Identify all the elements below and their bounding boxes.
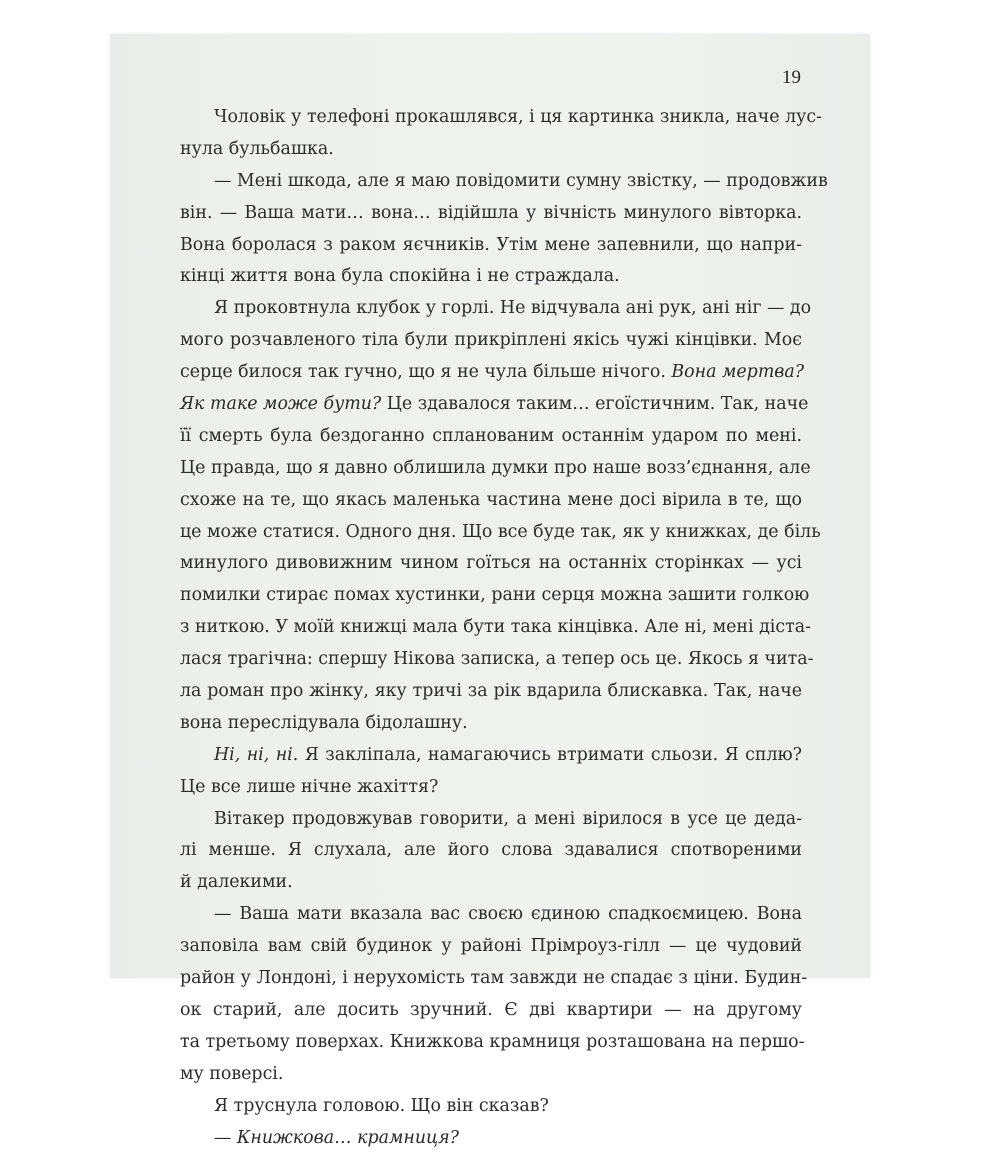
text-line [180,325,802,357]
line-text: й далекими. [180,872,293,892]
text-line [180,644,802,676]
text-line [180,421,802,453]
line-text: Я труснула головою. Що він сказав? [214,1096,549,1116]
text-line [180,485,802,517]
text-line [180,230,802,262]
text-line [180,1059,802,1091]
book-page [110,34,870,978]
line-text: заповіла вам свій будинок у районі Прімроуз-гілл — це чудовий [180,936,802,956]
text-line [180,867,802,899]
text-line [180,708,802,740]
text-line [180,612,802,644]
text-line [180,134,802,166]
text-line [180,198,802,230]
text-line [180,357,802,389]
line-text: ла роман про жінку, яку тричі за рік вдарила блискавка. Так, наче [180,681,802,701]
line-text: минулого дивовижним чином гоїться на останніх сторінках — усі [180,553,802,573]
line-text: Це правда, що я давно облишила думки про наше возз’єднання, але [180,458,811,478]
line-text: Вона боролася з раком яєчників. Утім мене запевнили, що напри- [180,235,802,255]
text-line [180,676,802,708]
text-line [180,963,802,995]
line-text: ок старий, але досить зручний. Є дві квартири — на другому [180,1000,802,1020]
line-text: му поверсі. [180,1064,283,1084]
text-line [180,102,802,134]
line-text: лі менше. Я слухала, але його слова здавалися спотвореними [180,840,802,860]
line-text: вона переслідувала бідолашну. [180,713,468,733]
line-text: з ниткою. У моїй книжці мала бути така кінцівка. Але ні, мені діста- [180,617,811,637]
text-line [180,899,802,931]
line-text: Я проковтнула клубок у горлі. Не відчувала ані рук, ані ніг — до [214,298,811,318]
page-number: 19 [782,67,801,89]
text-line [180,166,802,198]
text-line [180,580,802,612]
line-text: схоже на те, що якась маленька частина мене досі вірила в те, що [180,490,802,510]
line-text: її смерть була бездоганно спланованим останнім ударом по мені. [180,426,802,446]
italic-text: Як таке може бути? [180,394,381,414]
line-text: та третьому поверхах. Книжкова крамниця розташована на першо- [180,1032,805,1052]
line-text: він. — Ваша мати… вона… відійшла у вічність минулого вівторка. [180,203,802,223]
text-line [180,1091,802,1123]
text-line [180,931,802,963]
text-line [180,740,802,772]
italic-text: Вона мертва? [671,362,804,382]
line-text: лася трагічна: спершу Нікова записка, а тепер ось це. Якось я чита- [180,649,813,669]
line-text: мого розчавленого тіла були прикріплені якісь чужі кінцівки. Моє [180,330,802,350]
line-text: — Мені шкода, але я маю повідомити сумну звістку, — продовжив [214,171,828,191]
text-line [180,772,802,804]
text-line [180,389,802,421]
body-text [180,102,802,1154]
text-line [180,804,802,836]
line-text: Це здавалося таким… егоїстичним. Так, наче [387,394,809,414]
text-line [180,261,802,293]
text-line [180,517,802,549]
text-line [180,835,802,867]
line-text: Це все лише нічне жахіття? [180,777,438,797]
text-line [180,293,802,325]
italic-text: — Книжкова… крамниця? [214,1128,459,1148]
text-line [180,1027,802,1059]
text-line [180,548,802,580]
line-text: серце билося так гучно, що я не чула більше нічого. [180,362,666,382]
line-text: нула бульбашка. [180,139,334,159]
line-text: Вітакер продовжував говорити, а мені вірилося в усе це деда- [214,809,802,829]
text-line [180,1123,802,1154]
line-text: Я закліпала, намагаючись втримати сльози. Я сплю? [305,745,802,765]
text-line [180,453,802,485]
line-text: кінці життя вона була спокійна і не страждала. [180,266,620,286]
line-text: — Ваша мати вказала вас своєю єдиною спадкоємицею. Вона [214,904,802,924]
italic-text: Ні, ні, ні. [214,745,298,765]
line-text: район у Лондоні, і нерухомість там завжди не спадає з ціни. Будин- [180,968,807,988]
line-text: помилки стирає помах хустинки, рани серця можна зашити голкою [180,585,809,605]
line-text: Чоловік у телефоні прокашлявся, і ця картинка зникла, наче лус- [214,107,822,127]
line-text: це може статися. Одного дня. Що все буде так, як у книжках, де біль [180,522,821,542]
